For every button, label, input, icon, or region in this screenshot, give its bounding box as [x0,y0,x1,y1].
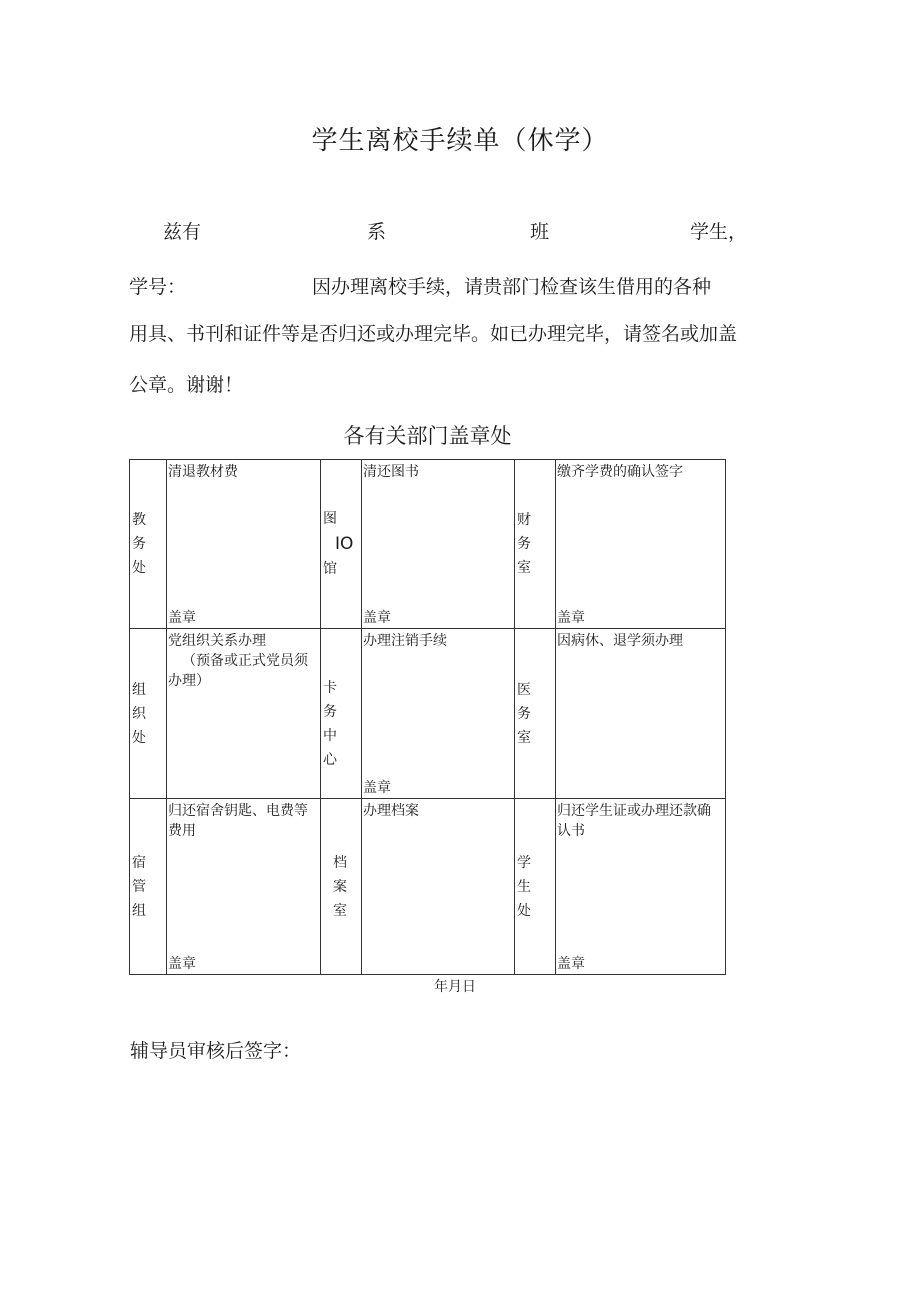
intro-you: 兹有 [163,221,202,243]
dept-cell [130,629,167,799]
stamp-label: 盖章 [363,610,391,626]
dept-name-part: 图 [323,511,337,527]
task-text: 清还图书 [363,464,419,480]
stamp-label: 盖章 [557,956,585,972]
dept-name: 卡务中心 [323,679,337,768]
dept-cell [321,460,362,629]
task-text: 归还宿舍钥匙、电费等费用 [168,803,308,839]
task-title: 党组织关系办理 [168,633,266,649]
dept-name: 学生处 [517,854,531,919]
dept-cell [515,460,556,629]
section-title: 各有关部门盖章处 [343,424,512,448]
dept-cell [321,799,362,975]
date-label: 年月日 [434,979,476,995]
intro-student-id: 学号： [129,276,187,298]
task-cell [556,460,726,629]
task-text: 办理注销手续 [363,633,447,649]
stamp-label: 盖章 [168,956,196,972]
counselor-signature-label: 辅导员审核后签字： [130,1040,302,1062]
dept-name-part: IO [335,534,354,554]
dept-name-part: 馆 [323,561,337,577]
dept-cell [515,799,556,975]
dept-cell [321,629,362,799]
task-text: 缴齐学费的确认签字 [557,464,683,480]
task-cell [167,629,321,799]
table-row [130,629,726,799]
task-text: 因病休、退学须办理 [557,633,683,649]
task-cell [362,460,515,629]
task-cell [167,799,321,975]
task-note: （预备或正式党员须办理） [168,653,308,689]
dept-cell [130,799,167,975]
document-title: 学生离校手续单（休学） [311,126,609,156]
stamp-label: 盖章 [363,780,391,796]
task-cell [556,799,726,975]
dept-name: 宿管组 [132,854,146,919]
task-cell [362,629,515,799]
stamp-label: 盖章 [168,610,196,626]
dept-cell [130,460,167,629]
task-cell [556,629,726,799]
task-text: 清退教材费 [168,464,238,480]
department-stamp-table [129,459,726,975]
stamp-label: 盖章 [557,610,585,626]
task-cell [167,460,321,629]
table-row [130,799,726,975]
dept-name: 教务处 [132,512,146,576]
intro-line-4: 公章。谢谢！ [129,374,244,396]
task-text: 归还学生证或办理还款确认书 [557,803,711,839]
task-text [168,631,316,691]
task-cell [362,799,515,975]
intro-department: 系 [367,221,387,243]
intro-student: 学生， [690,221,748,243]
dept-name: 档案室 [333,854,347,919]
dept-name: 组织处 [132,681,146,746]
dept-name: 医务室 [517,681,531,746]
task-text: 办理档案 [363,803,419,819]
intro-reason: 因办理离校手续，请贵部门检查该生借用的各种 [312,276,712,298]
intro-line-3: 用具、书刊和证件等是否归还或办理完毕。如已办理完毕，请签名或加盖 [129,323,738,345]
dept-name [323,507,359,581]
table-row [130,460,726,629]
intro-class: 班 [530,221,550,243]
dept-name: 财务室 [517,512,531,576]
dept-cell [515,629,556,799]
